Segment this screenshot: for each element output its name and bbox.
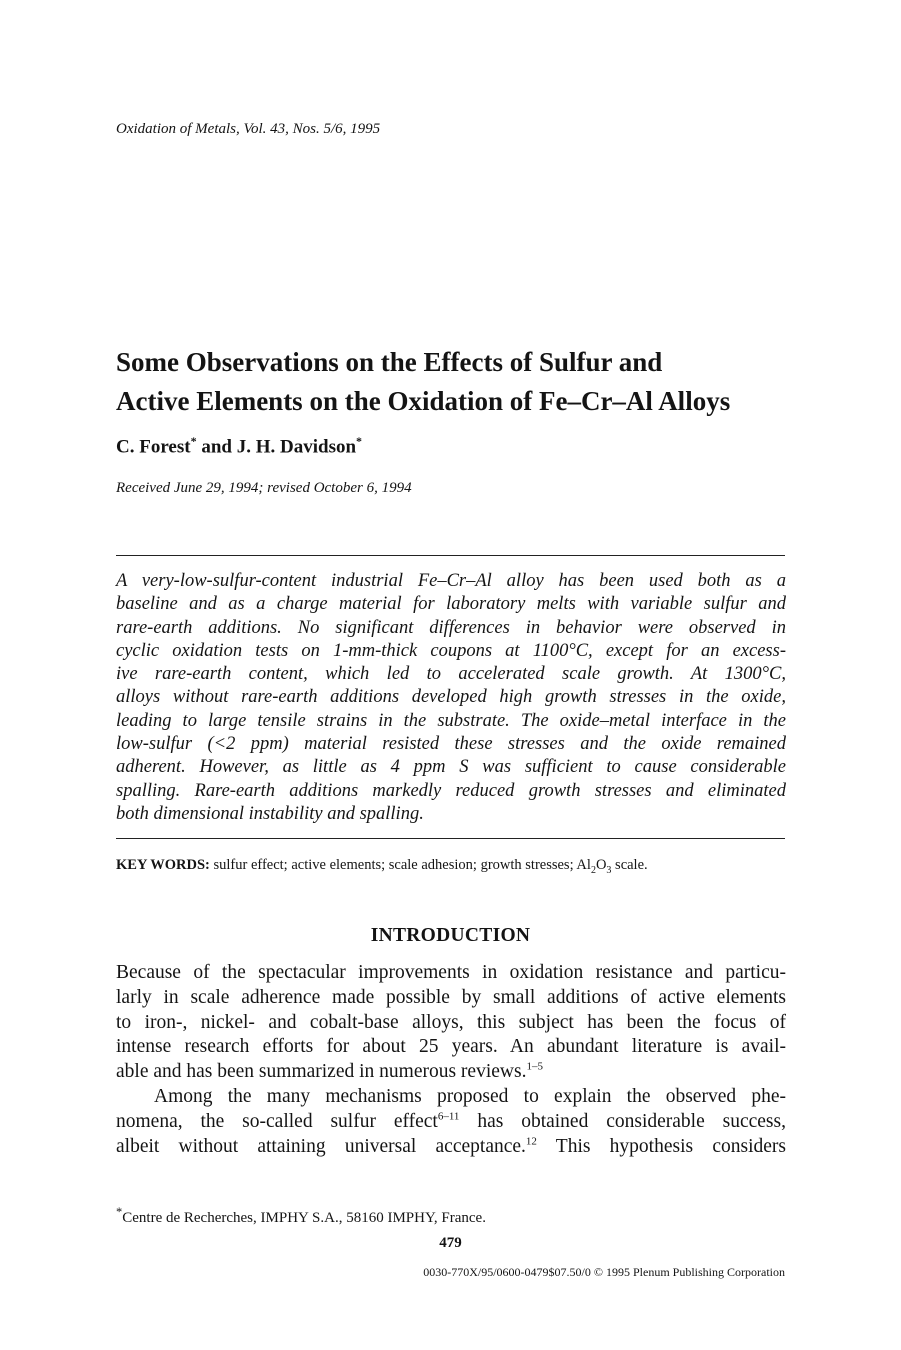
body-line: Among the many mechanisms proposed to explain the observed phe- (154, 1085, 786, 1107)
abstract (116, 570, 786, 826)
abstract-line: rare-earth additions. No significant differences in behavior were observed in (116, 617, 786, 638)
citation-ref: 12 (525, 1135, 537, 1148)
abstract-line: both dimensional instability and spalling. (116, 803, 424, 824)
footnote (116, 1205, 486, 1227)
article-title (116, 343, 816, 421)
abstract-line: ive rare-earth content, which led to accelerated scale growth. At 1300°C, (116, 664, 786, 685)
abstract-line: A very-low-sulfur-content industrial Fe–Cr–Al alloy has been used both as a (116, 571, 786, 591)
body-text: able and has been summarized in numerous reviews. (116, 1061, 527, 1083)
body-text: This hypothesis considers (536, 1135, 786, 1157)
body-text: albeit without attaining universal acceptance. (116, 1135, 526, 1157)
authors (116, 434, 362, 458)
section-heading-introduction: INTRODUCTION (370, 925, 531, 946)
keywords-subscript: 2 (590, 864, 596, 876)
title-line-2: Active Elements on the Oxidation of Fe–Cr–Al Alloys (116, 386, 731, 416)
abstract-line: adherent. However, as little as 4 ppm S was sufficient to cause considerable (116, 757, 786, 778)
author-1-mark: * (190, 434, 197, 448)
abstract-bottom-rule (116, 838, 785, 839)
received-dates: Received June 29, 1994; revised October 6, 1994 (116, 480, 412, 496)
author-2: J. H. Davidson (236, 436, 357, 458)
abstract-line: spalling. Rare-earth additions markedly reduced growth stresses and eliminated (116, 780, 786, 801)
body-line: intense research efforts for about 25 years. An abundant literature is avail- (116, 1036, 786, 1058)
keywords-label: KEY WORDS: (116, 857, 210, 873)
page-number: 479 (439, 1235, 462, 1251)
body-text: has obtained considerable success, (459, 1110, 786, 1132)
abstract-line: cyclic oxidation tests on 1-mm-thick coupons at 1100°C, except for an excess- (116, 640, 786, 661)
author-2-mark: * (356, 434, 363, 448)
author-join: and (196, 436, 237, 458)
body-line: larly in scale adherence made possible by small additions of active elements (116, 986, 786, 1008)
body-line: to iron-, nickel- and cobalt-base alloys, this subject has been the focus of (116, 1011, 786, 1033)
keywords-text: sulfur effect; active elements; scale adhesion; growth stresses; Al (209, 857, 591, 873)
abstract-line: leading to large tensile strains in the substrate. The oxide–metal interface in the (116, 710, 786, 731)
journal-citation: Oxidation of Metals, Vol. 43, Nos. 5/6, 1995 (116, 121, 381, 137)
body-line (116, 1135, 786, 1160)
body-text: nomena, the so-called sulfur effect (116, 1110, 438, 1132)
author-1: C. Forest (116, 436, 191, 458)
introduction-body (116, 961, 786, 1159)
keywords (116, 857, 648, 876)
citation-ref: 6–11 (437, 1110, 460, 1123)
title-line-1: Some Observations on the Effects of Sulfur and (116, 347, 663, 377)
abstract-top-rule (116, 555, 785, 556)
keywords-subscript: 3 (606, 864, 612, 876)
citation-ref: 1–5 (526, 1060, 543, 1073)
body-line: Because of the spectacular improvements in oxidation resistance and particu- (116, 962, 786, 983)
abstract-line: baseline and as a charge material for laboratory melts with variable sulfur and (116, 594, 786, 615)
abstract-line: alloys without rare-earth additions developed high growth stresses in the oxide, (116, 687, 786, 708)
abstract-line: low-sulfur (<2 ppm) material resisted these stresses and the oxide remained (116, 734, 786, 755)
body-line (116, 1110, 786, 1135)
footnote-text: Centre de Recherches, IMPHY S.A., 58160 IMPHY, France. (122, 1210, 486, 1226)
body-line (116, 1060, 786, 1085)
keywords-text: scale. (611, 857, 648, 873)
copyright-line: 0030-770X/95/0600-0479$07.50/0 © 1995 Plenum Publishing Corporation (423, 1265, 785, 1279)
footnote-mark: * (116, 1205, 123, 1219)
keywords-text: O (595, 857, 607, 873)
